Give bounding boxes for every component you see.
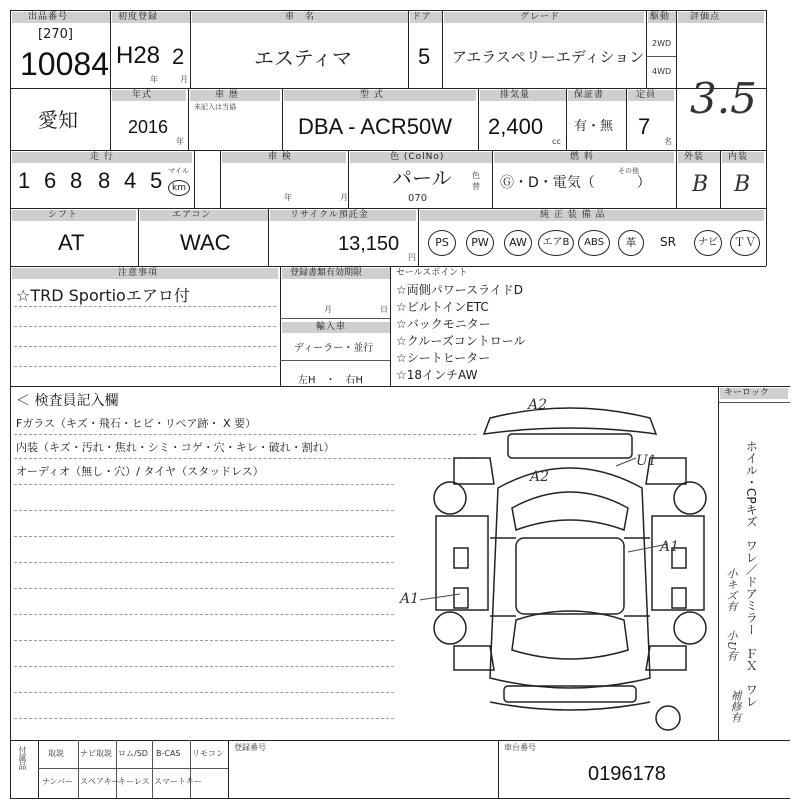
mileage-mile: マイル (168, 167, 189, 175)
inspector-label: ＜ 検査員記入欄 (16, 393, 119, 409)
acc-remote: リモコン (192, 749, 224, 758)
side-vertical-text: ホイル・CPキズ ワレ／ドアミラー ＦＸ ワレ (744, 440, 759, 708)
acc-bcas: B-CAS (156, 749, 181, 758)
mileage-digit-2: 6 (44, 168, 57, 193)
grade-label: グレード (520, 12, 561, 22)
damage-mark-a2-front: A2 (528, 397, 548, 413)
car-name-label: 車 名 (285, 12, 316, 22)
fuel-label: 燃 料 (570, 152, 594, 162)
acc-manual: 取説 (48, 749, 64, 758)
shift-label: シフト (48, 210, 79, 220)
month-suffix: 月 (180, 75, 188, 84)
shaken-label: 車 検 (268, 152, 292, 162)
chassis-number: 0196178 (588, 763, 666, 785)
first-reg-era-year: H28 (116, 42, 161, 69)
inspection-label: 車 歴 (215, 90, 239, 100)
fuel-value: Ⓖ・D・電気（ ） (500, 175, 651, 191)
equipment-label: 純 正 装 備 品 (540, 210, 606, 220)
model-year-label: 年式 (132, 90, 153, 100)
inspector-line-3: オーディオ（無し・穴）/ タイヤ（スタッドレス） (16, 465, 264, 478)
doors-label: ドア (412, 12, 432, 22)
drive-label: 駆動 (650, 12, 671, 22)
acc-number: ナンバー (42, 777, 74, 786)
drive-2wd: 2WD (652, 39, 672, 48)
inspection-note: 未記入は当協 (194, 103, 236, 111)
mileage-digit-6: 5 (150, 168, 163, 193)
recycle-unit: 円 (408, 253, 416, 262)
first-reg-label: 初度登録 (118, 12, 159, 22)
damage-mark-a1-right: A1 (660, 539, 680, 555)
sales-point-4: ☆クルーズコントロール (396, 334, 526, 348)
mileage-digit-4: 8 (98, 168, 111, 193)
equip-aw: AW (504, 230, 532, 256)
interior-label: 内装 (728, 152, 749, 162)
equip-navi: ナビ (694, 230, 722, 256)
inspector-line-1: Fガラス（キズ・飛石・ヒビ・リペア跡・ X 要） (16, 417, 257, 430)
grade-value: アエラスペリーエディション (452, 48, 645, 66)
sales-point-1: ☆両側パワースライドD (396, 283, 524, 297)
doors-value: 5 (418, 44, 431, 69)
mileage-label: 走 行 (90, 152, 114, 162)
warranty-label: 保証書 (574, 90, 605, 100)
acc-navi-manual: ナビ取説 (80, 749, 112, 758)
ac-label: エアコン (172, 210, 212, 220)
key-lock-label: キーロック (724, 388, 769, 398)
acc-spare-key: スペアキー (80, 777, 120, 786)
import-label: 輸入車 (316, 322, 347, 332)
sales-points-label: セールスポイント (396, 268, 468, 278)
mileage-digit-3: 8 (70, 168, 83, 193)
equip-pw: PW (466, 230, 494, 256)
color-value: パール (392, 166, 452, 190)
model-year: 2016 (128, 117, 169, 137)
sales-point-3: ☆バックモニター (396, 317, 491, 331)
shaken-month: 月 (340, 193, 348, 202)
shaken-year: 年 (284, 193, 292, 202)
damage-mark-u1: U1 (636, 453, 657, 469)
drive-4wd: 4WD (652, 67, 672, 76)
remarks-text: ☆TRD Sportioエアロ付 (16, 286, 190, 305)
equip-tv: ＴＶ (730, 230, 760, 256)
exterior-label: 外装 (684, 152, 705, 162)
capacity-value: 7 (638, 114, 651, 139)
displacement: 2,400 (488, 114, 544, 139)
acc-rom-sd: ロム/SD (118, 749, 148, 758)
sales-point-6: ☆18インチAW (396, 368, 478, 382)
warranty-value: 有・無 (574, 119, 614, 134)
equip-abs: ABS (578, 230, 610, 256)
color-no: 070 (408, 193, 428, 204)
car-name: エスティマ (254, 46, 352, 70)
steering-value: 左H ・ 右H (298, 375, 364, 386)
side-note-1: 小キズ有 (725, 568, 738, 612)
reg-deadline-label: 登録書類有効期限 (290, 268, 363, 278)
accessories-side-label: 付属品 (18, 746, 27, 770)
capacity-label: 定員 (636, 90, 657, 100)
recycle-value: 13,150 (338, 233, 400, 255)
shift-value: AT (58, 230, 85, 255)
interior-grade: B (734, 172, 751, 197)
recycle-label: リサイクル預託金 (290, 210, 369, 220)
sales-point-2: ☆ビルトインETC (396, 300, 489, 314)
inspector-line-2: 内装（キズ・汚れ・焦れ・シミ・コゲ・穴・キレ・破れ・割れ） (16, 441, 335, 454)
color-label: 色 (ColNo) (390, 152, 445, 162)
model-year-suffix: 年 (176, 137, 184, 146)
lot-number: 10084 (20, 46, 109, 82)
lot-label: 出品番号 (28, 12, 69, 22)
chassis-no-label: 車台番号 (504, 743, 536, 752)
reg-month: 月 (324, 305, 332, 314)
equip-leather: 革 (618, 230, 644, 256)
mileage-digit-1: 1 (18, 168, 31, 193)
equip-ps: PS (428, 230, 456, 256)
damage-mark-a2-hood: A2 (530, 469, 550, 485)
sales-point-5: ☆シートヒーター (396, 351, 491, 365)
mileage-digit-5: 4 (124, 168, 137, 193)
car-diagram (420, 398, 720, 738)
remarks-label: 注意事項 (118, 268, 159, 278)
displacement-label: 排気量 (500, 90, 531, 100)
first-reg-month: 2 (172, 44, 185, 69)
side-note-3: 補修有 (729, 690, 742, 723)
model-code-label: 型 式 (360, 90, 384, 100)
year-suffix: 年 (150, 75, 158, 84)
acc-smart-key: スマートキー (154, 777, 202, 786)
exterior-grade: B (692, 172, 709, 197)
region: 愛知 (38, 108, 78, 132)
equip-sr: SR (660, 235, 676, 249)
damage-mark-a1-left: A1 (400, 591, 420, 607)
color-side: 色替 (472, 171, 480, 191)
equip-airbag: エアB (538, 230, 574, 256)
side-note-2: 小U有 (725, 630, 738, 662)
reg-no-label: 登録番号 (234, 743, 266, 752)
import-value: ディーラー・並行 (294, 343, 374, 354)
rating-value: 3.5 (690, 74, 757, 123)
bracket-code: [270] (38, 27, 73, 42)
mileage-unit: km (168, 180, 190, 196)
ac-value: WAC (180, 230, 231, 255)
fuel-other: その他 (618, 167, 639, 175)
rating-label: 評価点 (690, 12, 721, 22)
acc-keyless: キーレス (118, 777, 150, 786)
model-code: DBA - ACR50W (298, 114, 453, 139)
cc-unit: cc (552, 137, 561, 146)
reg-day: 日 (380, 305, 388, 314)
capacity-unit: 名 (664, 137, 672, 146)
